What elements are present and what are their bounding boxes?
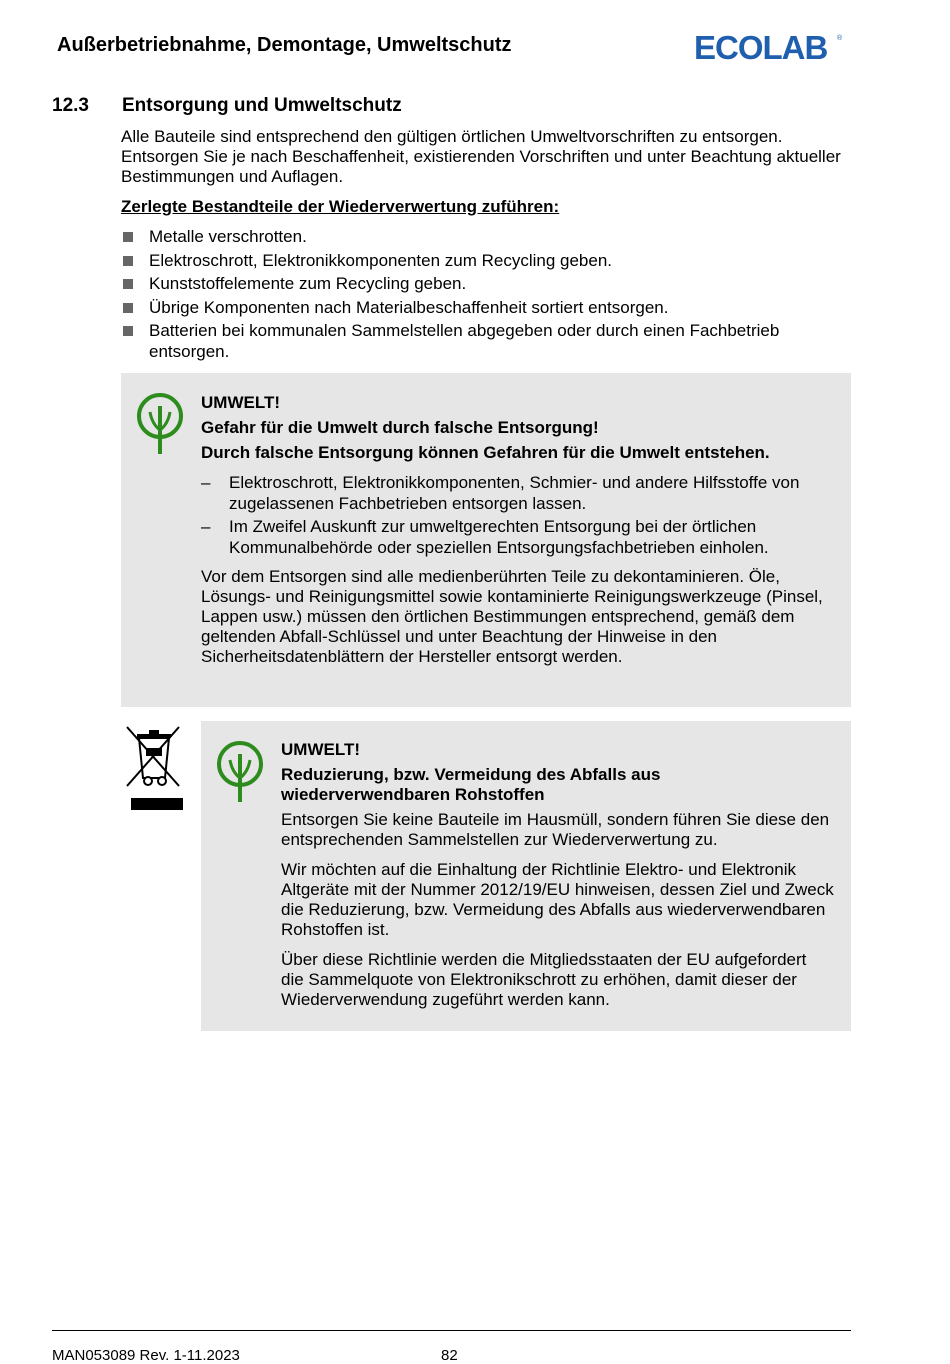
list-item-text: Kunststoffelemente zum Recycling geben. <box>149 274 467 293</box>
list-item-text: Elektroschrott, Elektronikkomponenten, Schmier- und andere Hilfsstoffe von zugelassenen Fachbetrieben entsorgen lassen. <box>229 473 800 513</box>
notice2-paragraph-3: Über diese Richtlinie werden die Mitgliedsstaaten der EU aufgefordert die Sammelquote von Elektronikschrott zu erhöhen, damit dieser der Wiederverwendung zugeführt werden kann. <box>281 950 807 1009</box>
list-item <box>121 274 851 295</box>
bullet-square-icon <box>123 256 133 266</box>
footer-document-reference: MAN053089 Rev. 1-11.2023 <box>52 1347 240 1364</box>
notice1-label: UMWELT! <box>201 393 280 412</box>
list-item <box>121 251 851 272</box>
section-title <box>52 95 402 117</box>
notice2-paragraph-2: Wir möchten auf die Einhaltung der Richtlinie Elektro- und Elektronik Altgeräte mit der Nummer 2012/19/EU hinweisen, dessen Ziel und Zweck die Reduzierung, bzw. Vermeidung des Abfalls aus wiederverwendbaren Rohstoffen ist. <box>281 860 834 939</box>
list-item <box>201 517 831 558</box>
tree-icon <box>216 740 264 804</box>
notice1-paragraph: Vor dem Entsorgen sind alle medienberührten Teile zu dekontaminieren. Öle, Lösungs- und Reinigungsmittel sowie kontaminierte Reinigungswerkzeuge (Pinsel, Lappen usw.) müssen den örtlichen Bestimmungen entsprechend, gemäß dem geltenden Abfall-Schlüssel und unter Beachtung der Hinweise in den Sicherheitsdatenblättern der Hersteller entsorgt werden. <box>201 567 823 666</box>
notice1-list <box>201 473 831 561</box>
bullet-square-icon <box>123 303 133 313</box>
notice2-paragraph-1: Entsorgen Sie keine Bauteile im Hausmüll, sondern führen Sie diese den entsprechenden Sammelstellen zur Wiederverwertung zu. <box>281 810 830 849</box>
list-item-text: Im Zweifel Auskunft zur umweltgerechten Entsorgung bei der örtlichen Kommunalbehörde oder speziellen Entsorgungsfachbetrieben einholen. <box>229 517 769 557</box>
svg-text:®: ® <box>837 35 843 42</box>
list-item <box>121 298 851 319</box>
bullet-square-icon <box>123 279 133 289</box>
crossed-out-wheelie-bin-icon <box>124 724 186 814</box>
notice2-headline: Reduzierung, bzw. Vermeidung des Abfalls aus wiederverwendbaren Rohstoffen <box>281 765 661 804</box>
ecolab-logo-text: ECOLAB <box>694 30 828 64</box>
section-title-text: Entsorgung und Umweltschutz <box>122 95 402 116</box>
bullet-square-icon <box>123 326 133 336</box>
ecolab-logo <box>694 30 844 64</box>
recycling-subheading: Zerlegte Bestandteile der Wiederverwertung zuführen: <box>121 197 560 216</box>
notice2-label: UMWELT! <box>281 740 360 759</box>
list-item <box>201 473 831 514</box>
notice1-subline: Durch falsche Entsorgung können Gefahren für die Umwelt entstehen. <box>201 443 770 462</box>
list-item-text: Übrige Komponenten nach Materialbeschaffenheit sortiert entsorgen. <box>149 297 669 317</box>
dash-bullet: – <box>201 517 211 536</box>
intro-paragraph: Alle Bauteile sind entsprechend den gültigen örtlichen Umweltvorschriften zu entsorgen. Entsorgen Sie je nach Beschaffenheit, existierenden Vorschriften und unter Beachtung aktueller Bestimmungen und Auflagen. <box>121 127 841 186</box>
bullet-square-icon <box>123 232 133 242</box>
footer-page-number: 82 <box>441 1347 458 1364</box>
notice1-headline: Gefahr für die Umwelt durch falsche Entsorgung! <box>201 418 599 437</box>
section-number: 12.3 <box>52 95 89 116</box>
recycling-list <box>121 227 851 365</box>
list-item <box>121 321 851 362</box>
list-item-text: Elektroschrott, Elektronikkomponenten zum Recycling geben. <box>149 250 613 270</box>
dash-bullet: – <box>201 473 211 492</box>
list-item <box>121 227 851 248</box>
list-item-text: Metalle verschrotten. <box>149 227 307 246</box>
footer-divider <box>52 1330 851 1331</box>
page-header-title: Außerbetriebnahme, Demontage, Umweltschutz <box>57 34 512 56</box>
tree-icon <box>136 392 184 456</box>
list-item-text: Batterien bei kommunalen Sammelstellen abgegeben oder durch einen Fachbetrieb entsorgen. <box>149 321 780 361</box>
